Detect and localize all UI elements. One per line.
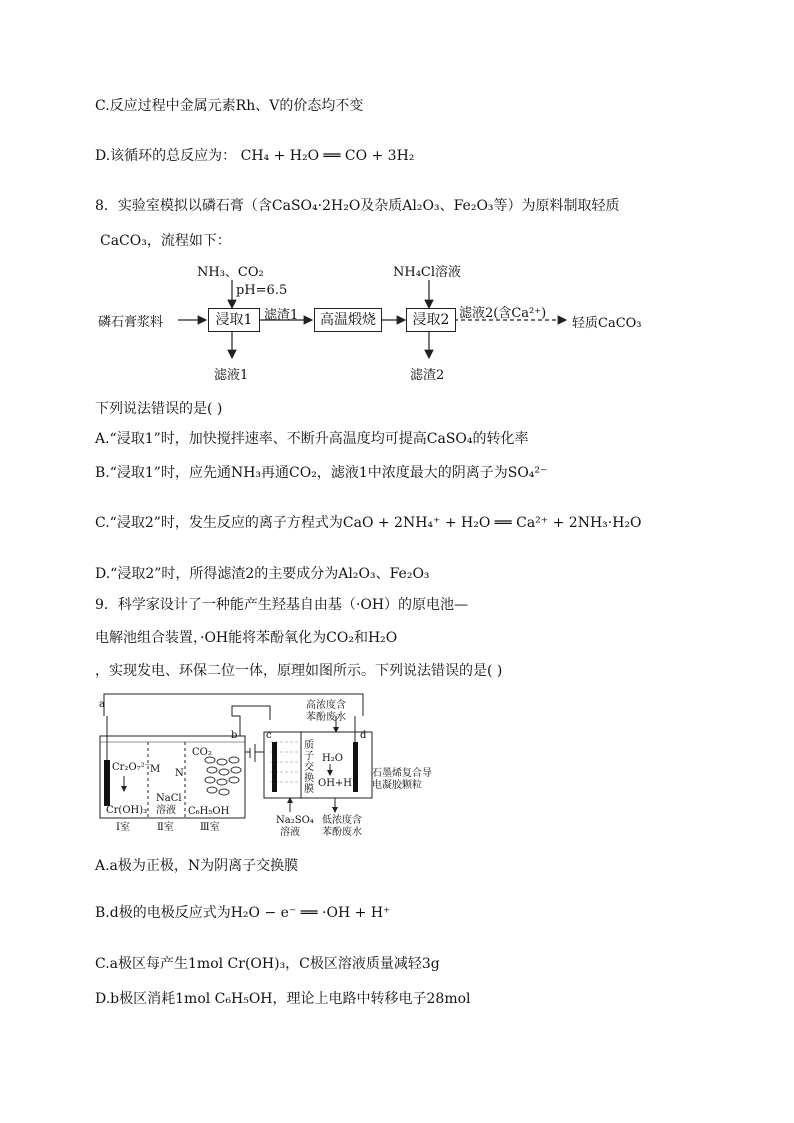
diagram-label-d: d bbox=[360, 730, 367, 741]
q8-option-c: C.“浸取2”时，发生反应的离子方程式为CaO + 2NH₄⁺ + H₂O ══ Ca²⁺ + 2NH₃·H₂O bbox=[95, 515, 642, 531]
flow-box-leach1: 浸取1 bbox=[208, 308, 260, 332]
q9-stem-line3: ，实现发电、环保二位一体，原理如图所示。下列说法错误的是( ) bbox=[95, 663, 503, 679]
diagram-label-b: b bbox=[231, 730, 238, 741]
diagram-room2: Ⅱ室 bbox=[157, 822, 174, 833]
diagram-hiconc-line1: 高浓度含 bbox=[306, 700, 346, 711]
diagram-label-c: c bbox=[266, 730, 272, 741]
q9-stem-line1: 9．科学家设计了一种能产生羟基自由基（·OH）的原电池— bbox=[95, 597, 469, 613]
q9-option-d: D.b极区消耗1mol C₆H₅OH，理论上电路中转移电子28mol bbox=[95, 991, 471, 1007]
flow-ph-label: pH=6.5 bbox=[236, 283, 288, 298]
q7-option-c: C.反应过程中金属元素Rh、V的价态均不变 bbox=[95, 98, 364, 114]
flow-box-calcine: 高温煅烧 bbox=[314, 308, 382, 332]
flow-reagent2-label: NH₄Cl溶液 bbox=[393, 265, 462, 280]
diagram-nacl: NaCl bbox=[156, 793, 182, 804]
q9-option-a: A.a极为正极，N为阴离子交换膜 bbox=[95, 858, 299, 874]
diagram-h2o: H₂O bbox=[322, 753, 343, 764]
diagram-hiconc-line2: 苯酚废水 bbox=[306, 712, 346, 723]
diagram-oh-h: OH+H⁺ bbox=[318, 778, 358, 789]
diagram-proton-membrane bbox=[304, 740, 316, 795]
q8-option-b: B.“浸取1”时，应先通NH₃再通CO₂，滤液1中浓度最大的阴离子为SO₄²⁻ bbox=[95, 465, 548, 481]
q9-option-b: B.d极的电极反应式为H₂O − e⁻ ══ ·OH + H⁺ bbox=[95, 905, 391, 921]
diagram-phenol: C₆H₅OH bbox=[188, 806, 230, 817]
membrane-char: 质 bbox=[304, 740, 314, 751]
diagram-na2so4-solution: 溶液 bbox=[280, 827, 300, 838]
flow-product-label: 轻质CaCO₃ bbox=[572, 316, 642, 331]
diagram-co2: CO₂ bbox=[192, 747, 212, 758]
q8-flowchart-arrows bbox=[0, 0, 794, 400]
diagram-croh3: Cr(OH)₃ bbox=[106, 805, 148, 816]
flow-box-leach2: 浸取2 bbox=[406, 308, 456, 332]
membrane-char: 子 bbox=[304, 751, 314, 762]
diagram-graphene-line1: 石墨烯复合导 bbox=[372, 768, 432, 779]
q8-option-d: D.“浸取2”时，所得滤渣2的主要成分为Al₂O₃、Fe₂O₃ bbox=[95, 566, 430, 582]
diagram-cr2o7: Cr₂O₇²⁻ bbox=[112, 762, 150, 773]
flow-residue2-label: 滤渣2 bbox=[410, 368, 445, 383]
diagram-label-a: a bbox=[99, 699, 105, 710]
q9-stem-line2: 电解池组合装置，·OH能将苯酚氧化为CO₂和H₂O bbox=[95, 630, 398, 646]
q7-option-d-equation: CH₄ + H₂O ══ CO + 3H₂ bbox=[240, 148, 415, 164]
diagram-graphene-line2: 电凝胶颗粒 bbox=[372, 780, 422, 791]
q8-option-a: A.“浸取1”时，加快搅拌速率、不断升高温度均可提高CaSO₄的转化率 bbox=[95, 431, 529, 447]
q7-option-d-prefix: D.该循环的总反应为： bbox=[95, 148, 237, 164]
membrane-char: 交 bbox=[304, 762, 314, 773]
flow-residue1-label: 滤渣1 bbox=[264, 308, 299, 323]
diagram-room1: Ⅰ室 bbox=[116, 822, 130, 833]
q9-option-c: C.a极区每产生1mol Cr(OH)₃，C极区溶液质量减轻3g bbox=[95, 956, 440, 972]
diagram-loconc-line2: 苯酚废水 bbox=[322, 827, 362, 838]
flow-filtrate2-label: 滤液2(含Ca²⁺) bbox=[459, 306, 547, 321]
q8-question: 下列说法错误的是( ) bbox=[95, 401, 223, 417]
flow-filtrate1-label: 滤液1 bbox=[214, 368, 249, 383]
flow-input-label: 磷石膏浆料 bbox=[98, 315, 164, 330]
diagram-loconc-line1: 低浓度含 bbox=[322, 815, 362, 826]
membrane-char: 膜 bbox=[304, 784, 314, 795]
diagram-nacl-solution: 溶液 bbox=[156, 805, 176, 816]
diagram-na2so4: Na₂SO₄ bbox=[276, 815, 314, 826]
flow-reagent1-label: NH₃、CO₂ bbox=[197, 265, 264, 280]
q8-stem-line2: CaCO₃，流程如下： bbox=[100, 233, 231, 249]
diagram-membrane-m: M bbox=[150, 764, 161, 775]
membrane-char: 换 bbox=[304, 773, 314, 784]
diagram-membrane-n: N bbox=[175, 768, 184, 779]
q8-stem-line1: 8．实验室模拟以磷石膏（含CaSO₄·2H₂O及杂质Al₂O₃、Fe₂O₃等）为原料制取轻质 bbox=[95, 198, 620, 214]
diagram-room3: Ⅲ室 bbox=[200, 822, 220, 833]
